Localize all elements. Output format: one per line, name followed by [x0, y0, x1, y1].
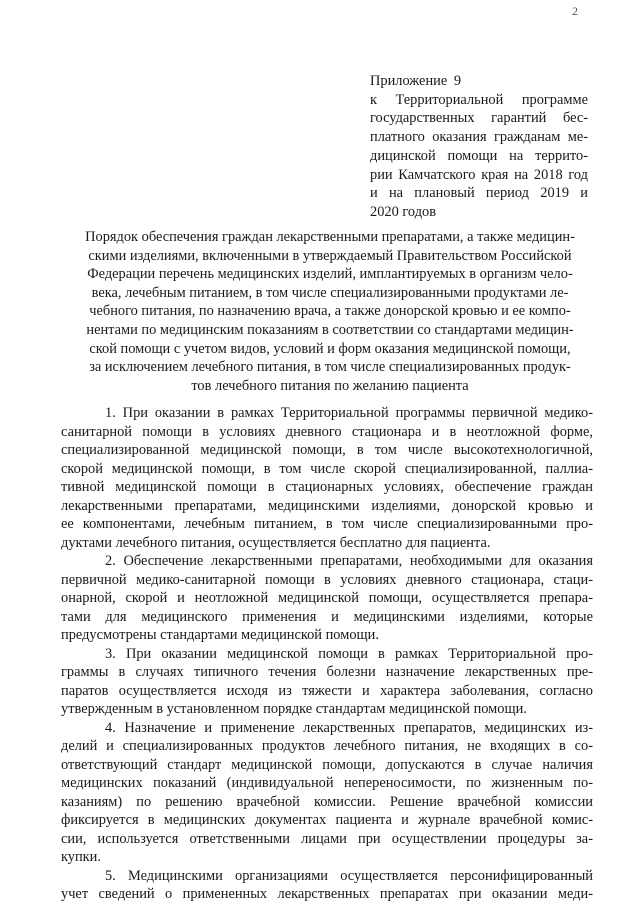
- appendix-line: и на плановый период 2019 и: [370, 185, 588, 202]
- paragraph-line: паратов осуществляется исходя из тяжести и характера заболевания, согласно: [61, 682, 593, 699]
- heading-line: ской помощи с учетом видов, условий и форм оказания медицинской помощи,: [89, 340, 571, 357]
- appendix-line: рии Камчатского края на 2018 год: [370, 166, 588, 183]
- paragraph-line: тивной медицинской помощи в стационарных условиях, обеспечение граждан: [61, 479, 593, 495]
- heading-line: Федерации перечень медицинских изделий, имплантируемых в организм чело-: [87, 266, 573, 283]
- heading-line: века, лечебным питанием, в том числе специализированными продуктами ле-: [91, 284, 569, 301]
- page-number: 2: [572, 4, 578, 18]
- paragraph-line: медицинских показаний (индивидуальной непереносимости, по жизненным по-: [61, 775, 593, 791]
- appendix-line: платного оказания гражданам ме-: [370, 129, 588, 146]
- paragraph-4: [61, 719, 593, 867]
- paragraph-line: онарной, скорой и неотложной медицинской помощи, осуществляется препара-: [61, 590, 593, 606]
- paragraph-line: купки.: [61, 849, 101, 865]
- paragraph-line: 5. Медицинскими организациями осуществляется персонифицированный: [105, 867, 593, 884]
- paragraph-line: санитарной помощи в условиях дневного стационара и в неотложной форме,: [61, 423, 593, 440]
- heading-line: скими изделиями, включенными в утверждаемый Правительством Российской: [88, 247, 572, 264]
- paragraph-line: предусмотрены стандартами медицинской помощи.: [61, 627, 379, 643]
- paragraph-line: фиксируется в медицинских документах пациента и журнале врачебной комис-: [61, 812, 593, 828]
- heading-line: за исключением лечебного питания, в том числе специализированных продук-: [89, 359, 571, 376]
- appendix-line: к Территориальной программе: [370, 91, 588, 108]
- paragraph-5: [61, 867, 593, 904]
- paragraph-line: скорой медицинской помощи, в том числе скорой специализированной, паллиа-: [61, 460, 593, 477]
- paragraph-line: ответствующий стандарт медицинской помощи, допускаются в случае наличия: [61, 756, 593, 773]
- paragraph-line: граммы в случаях типичного течения болезни назначение лекарственных пре-: [61, 664, 593, 680]
- appendix-line: 2020 годов: [370, 203, 437, 220]
- heading-line: Порядок обеспечения граждан лекарственными препаратами, а также медицин-: [85, 229, 575, 245]
- heading-line: тов лечебного питания по желанию пациента: [191, 377, 469, 394]
- appendix-note: [370, 72, 588, 222]
- paragraph-line: 2. Обеспечение лекарственными препаратами, необходимыми для оказания: [105, 553, 593, 569]
- paragraph-line: утвержденным в установленном порядке стандартам медицинской помощи.: [61, 701, 527, 717]
- paragraph-2: [61, 552, 593, 645]
- paragraph-line: специализированной медицинской помощи, в том числе высокотехнологичной,: [61, 442, 593, 458]
- appendix-title: Приложение 9: [370, 73, 462, 89]
- paragraph-line: ее компонентами, лечебным питанием, в том числе специализированными про-: [61, 516, 593, 532]
- document-heading: [70, 228, 590, 395]
- paragraph-line: 3. При оказании медицинской помощи в рамках Территориальной про-: [105, 645, 593, 662]
- paragraph-line: 1. При оказании в рамках Территориальной программы первичной медико-: [105, 405, 593, 421]
- paragraph-1: [61, 404, 593, 552]
- paragraph-line: учет сведений о примененных лекарственных препаратах при оказании меди-: [61, 886, 593, 902]
- paragraph-line: 4. Назначение и применение лекарственных препаратов, медицинских из-: [105, 719, 593, 736]
- appendix-line: дицинской помощи на террито-: [370, 147, 588, 164]
- paragraph-line: казаниям) по решению врачебной комиссии. Решение врачебной комиссии: [61, 793, 593, 810]
- paragraph-line: первичной медико-санитарной помощи в условиях дневного стационара, стаци-: [61, 571, 593, 588]
- appendix-line: государственных гарантий бес-: [370, 110, 588, 127]
- document-body: [61, 404, 593, 904]
- paragraph-line: лекарственными препаратами, медицинскими изделиями, донорской кровью и: [61, 497, 593, 514]
- paragraph-line: тами для медицинского применения и медицинскими изделиями, которые: [61, 608, 593, 625]
- paragraph-line: сии, используется ответственными лицами при осуществлении процедуры за-: [61, 830, 593, 847]
- heading-line: нентами по медицинским показаниям в соответствии со стандартами медицин-: [86, 321, 574, 338]
- paragraph-line: делий и специализированных продуктов лечебного питания, не входящих в со-: [61, 738, 593, 754]
- paragraph-3: [61, 645, 593, 719]
- heading-line: чебного питания, по назначению врача, а также донорской кровью и ее компо-: [89, 303, 571, 320]
- paragraph-line: дуктами лечебного питания, осуществляется бесплатно для пациента.: [61, 534, 491, 551]
